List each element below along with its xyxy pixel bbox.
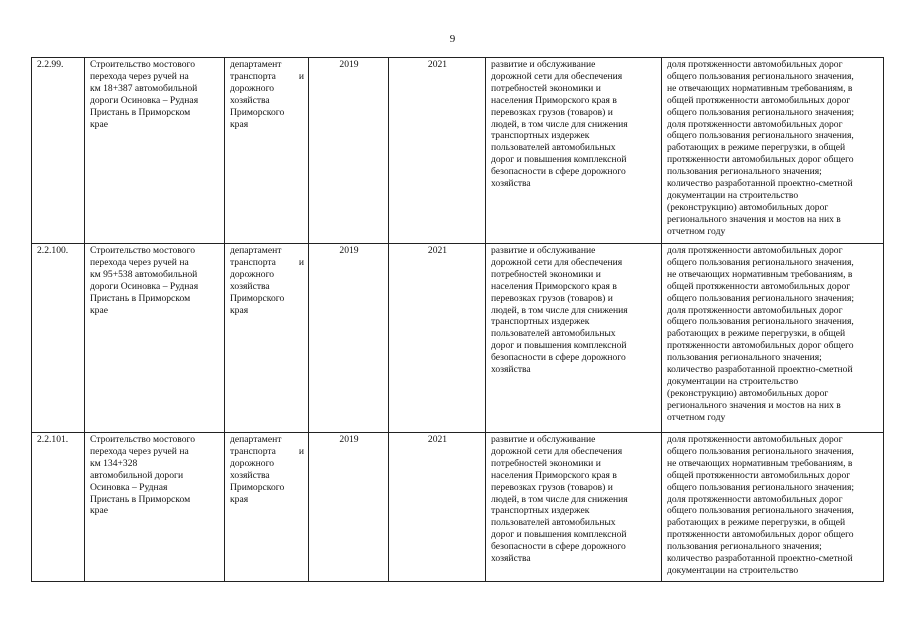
cell-line: безопасности в сфере дорожного xyxy=(491,541,626,553)
cell-line: крае xyxy=(90,505,108,517)
cell-line: хозяйства xyxy=(491,553,531,565)
cell-line: безопасности в сфере дорожного xyxy=(491,166,626,178)
cell-line: (реконструкцию) автомобильных дорог xyxy=(667,387,829,399)
expected-result-cell xyxy=(486,244,662,433)
start-year-cell: 2019 xyxy=(309,244,389,433)
cell-line: количество разработанной проектно-сметной xyxy=(667,178,853,190)
cell-line: хозяйства xyxy=(491,364,531,376)
cell-line: доля протяженности автомобильных дорог xyxy=(667,304,843,316)
cell-line: людей, в том числе для снижения xyxy=(491,493,628,505)
indicator-cell xyxy=(662,58,884,244)
cell-line: Приморского xyxy=(230,292,285,304)
cell-line: работающих в режиме перегрузки, в общей xyxy=(667,142,846,154)
cell-line: общего пользования регионального значения, xyxy=(667,256,854,268)
cell-line: отчетном году xyxy=(667,225,726,237)
cell-line: дорожного xyxy=(230,82,275,94)
cell-line: транспортных издержек xyxy=(491,130,590,142)
cell-line: протяженности автомобильных дорог общего xyxy=(667,340,854,352)
cell-line: хозяйства xyxy=(230,469,270,481)
cell-line: хозяйства xyxy=(230,280,270,292)
cell-line: потребностей экономики и xyxy=(491,268,601,280)
page-number: 9 xyxy=(449,33,456,45)
cell-line: пользователей автомобильных xyxy=(491,142,616,154)
cell-line: доля протяженности автомобильных дорог xyxy=(667,493,843,505)
cell-line: развитие и обслуживание xyxy=(491,434,596,445)
cell-line: перехода через ручей на xyxy=(90,70,189,82)
cell-line: доля протяженности автомобильных дорог xyxy=(667,118,843,130)
cell-line: хозяйства xyxy=(491,178,531,190)
cell-line: людей, в том числе для снижения xyxy=(491,304,628,316)
cell-line: крае xyxy=(90,118,108,130)
cell-line: Приморского xyxy=(230,106,285,118)
end-year-cell: 2021 xyxy=(389,433,486,582)
cell-line: документации на строительство xyxy=(667,189,799,201)
cell-line: Пристань в Приморском xyxy=(90,493,191,505)
start-year-cell: 2019 xyxy=(309,433,389,582)
cell-line: потребностей экономики и xyxy=(491,457,601,469)
cell-line: перехода через ручей на xyxy=(90,256,189,268)
cell-line: доля протяженности автомобильных дорог xyxy=(667,59,843,70)
cell-line: безопасности в сфере дорожного xyxy=(491,352,626,364)
cell-line: не отвечающих нормативным требованиям, в xyxy=(667,82,853,94)
cell-line: количество разработанной проектно-сметной xyxy=(667,364,853,376)
cell-line: пользования регионального значения; xyxy=(667,166,822,178)
cell-line: работающих в режиме перегрузки, в общей xyxy=(667,517,846,529)
cell-line: км 95+538 автомобильной xyxy=(90,268,198,280)
cell-line: населения Приморского края в xyxy=(491,280,617,292)
cell-line: количество разработанной проектно-сметной xyxy=(667,553,853,565)
cell-line: Строительство мостового xyxy=(90,434,196,445)
cell-line: автомобильной дороги xyxy=(90,469,184,481)
cell-line: края xyxy=(230,493,249,505)
cell-line: края xyxy=(230,304,249,316)
cell-line: дорожного xyxy=(230,268,275,280)
cell-line: перевозках грузов (товаров) и xyxy=(491,481,613,493)
cell-line-justified: транспорта и xyxy=(230,256,304,268)
cell-line: транспортных издержек xyxy=(491,505,590,517)
cell-line: протяженности автомобильных дорог общего xyxy=(667,529,854,541)
responsible-dept-cell xyxy=(225,433,309,582)
cell-line-justified: транспорта и xyxy=(230,445,304,457)
item-number-cell: 2.2.101. xyxy=(32,433,85,582)
table-row xyxy=(32,433,884,582)
cell-line: не отвечающих нормативным требованиям, в xyxy=(667,268,853,280)
cell-line: пользователей автомобильных xyxy=(491,328,616,340)
cell-line: дорожной сети для обеспечения xyxy=(491,256,623,268)
indicator-cell xyxy=(662,433,884,582)
cell-line: км 18+387 автомобильной xyxy=(90,82,198,94)
cell-line-justified: транспорта и xyxy=(230,70,304,82)
cell-line: протяженности автомобильных дорог общего xyxy=(667,154,854,166)
end-year-cell: 2021 xyxy=(389,58,486,244)
cell-line: общей протяженности автомобильных дорог xyxy=(667,469,851,481)
cell-line: департамент xyxy=(230,245,282,256)
cell-line: км 134+328 xyxy=(90,457,138,469)
cell-line: пользования регионального значения; xyxy=(667,352,822,364)
expected-result-cell xyxy=(486,58,662,244)
indicator-cell xyxy=(662,244,884,433)
expected-result-cell xyxy=(486,433,662,582)
cell-line: Осиновка – Рудная xyxy=(90,481,168,493)
cell-line: регионального значения и мостов на них в xyxy=(667,399,841,411)
cell-line: общего пользования регионального значения, xyxy=(667,130,854,142)
cell-line: общего пользования регионального значения; xyxy=(667,481,855,493)
cell-line: хозяйства xyxy=(230,94,270,106)
cell-line: дорожной сети для обеспечения xyxy=(491,445,623,457)
cell-line: людей, в том числе для снижения xyxy=(491,118,628,130)
cell-line: дорожной сети для обеспечения xyxy=(491,70,623,82)
cell-line: края xyxy=(230,118,249,130)
cell-line: документации на строительство xyxy=(667,564,799,576)
cell-line: общего пользования регионального значения, xyxy=(667,70,854,82)
cell-line: общего пользования регионального значения; xyxy=(667,292,855,304)
cell-line: транспортных издержек xyxy=(491,316,590,328)
cell-line: перевозках грузов (товаров) и xyxy=(491,292,613,304)
cell-line: общего пользования регионального значения, xyxy=(667,316,854,328)
cell-line: Строительство мостового xyxy=(90,59,196,70)
cell-line: отчетном году xyxy=(667,411,726,423)
cell-line: департамент xyxy=(230,59,282,70)
cell-line: общего пользования регионального значения; xyxy=(667,106,855,118)
cell-line: дорог и повышения комплексной xyxy=(491,529,627,541)
activity-name-cell xyxy=(85,433,225,582)
cell-line: крае xyxy=(90,304,108,316)
table-row xyxy=(32,244,884,433)
activity-name-cell xyxy=(85,58,225,244)
cell-line: дорог и повышения комплексной xyxy=(491,340,627,352)
cell-line: перевозках грузов (товаров) и xyxy=(491,106,613,118)
cell-line: развитие и обслуживание xyxy=(491,245,596,256)
cell-line: пользования регионального значения; xyxy=(667,541,822,553)
cell-line: Строительство мостового xyxy=(90,245,196,256)
start-year-cell: 2019 xyxy=(309,58,389,244)
cell-line: дорог и повышения комплексной xyxy=(491,154,627,166)
cell-line: общей протяженности автомобильных дорог xyxy=(667,94,851,106)
item-number-cell: 2.2.99. xyxy=(32,58,85,244)
cell-line: развитие и обслуживание xyxy=(491,59,596,70)
cell-line: департамент xyxy=(230,434,282,445)
cell-line: Пристань в Приморском xyxy=(90,106,191,118)
responsible-dept-cell xyxy=(225,244,309,433)
cell-line: общего пользования регионального значения, xyxy=(667,505,854,517)
program-table xyxy=(31,57,884,582)
cell-line: населения Приморского края в xyxy=(491,469,617,481)
cell-line: (реконструкцию) автомобильных дорог xyxy=(667,201,829,213)
cell-line: работающих в режиме перегрузки, в общей xyxy=(667,328,846,340)
cell-line: населения Приморского края в xyxy=(491,94,617,106)
cell-line: не отвечающих нормативным требованиям, в xyxy=(667,457,853,469)
cell-line: перехода через ручей на xyxy=(90,445,189,457)
cell-line: документации на строительство xyxy=(667,375,799,387)
cell-line: доля протяженности автомобильных дорог xyxy=(667,434,843,445)
cell-line: потребностей экономики и xyxy=(491,82,601,94)
cell-line: дороги Осиновка – Рудная xyxy=(90,280,199,292)
cell-line: регионального значения и мостов на них в xyxy=(667,213,841,225)
cell-line: дороги Осиновка – Рудная xyxy=(90,94,199,106)
cell-line: дорожного xyxy=(230,457,275,469)
cell-line: Пристань в Приморском xyxy=(90,292,191,304)
item-number-cell: 2.2.100. xyxy=(32,244,85,433)
cell-line: общего пользования регионального значения, xyxy=(667,445,854,457)
cell-line: доля протяженности автомобильных дорог xyxy=(667,245,843,256)
cell-line: Приморского xyxy=(230,481,285,493)
cell-line: пользователей автомобильных xyxy=(491,517,616,529)
responsible-dept-cell xyxy=(225,58,309,244)
table-row xyxy=(32,58,884,244)
end-year-cell: 2021 xyxy=(389,244,486,433)
cell-line: общей протяженности автомобильных дорог xyxy=(667,280,851,292)
activity-name-cell xyxy=(85,244,225,433)
